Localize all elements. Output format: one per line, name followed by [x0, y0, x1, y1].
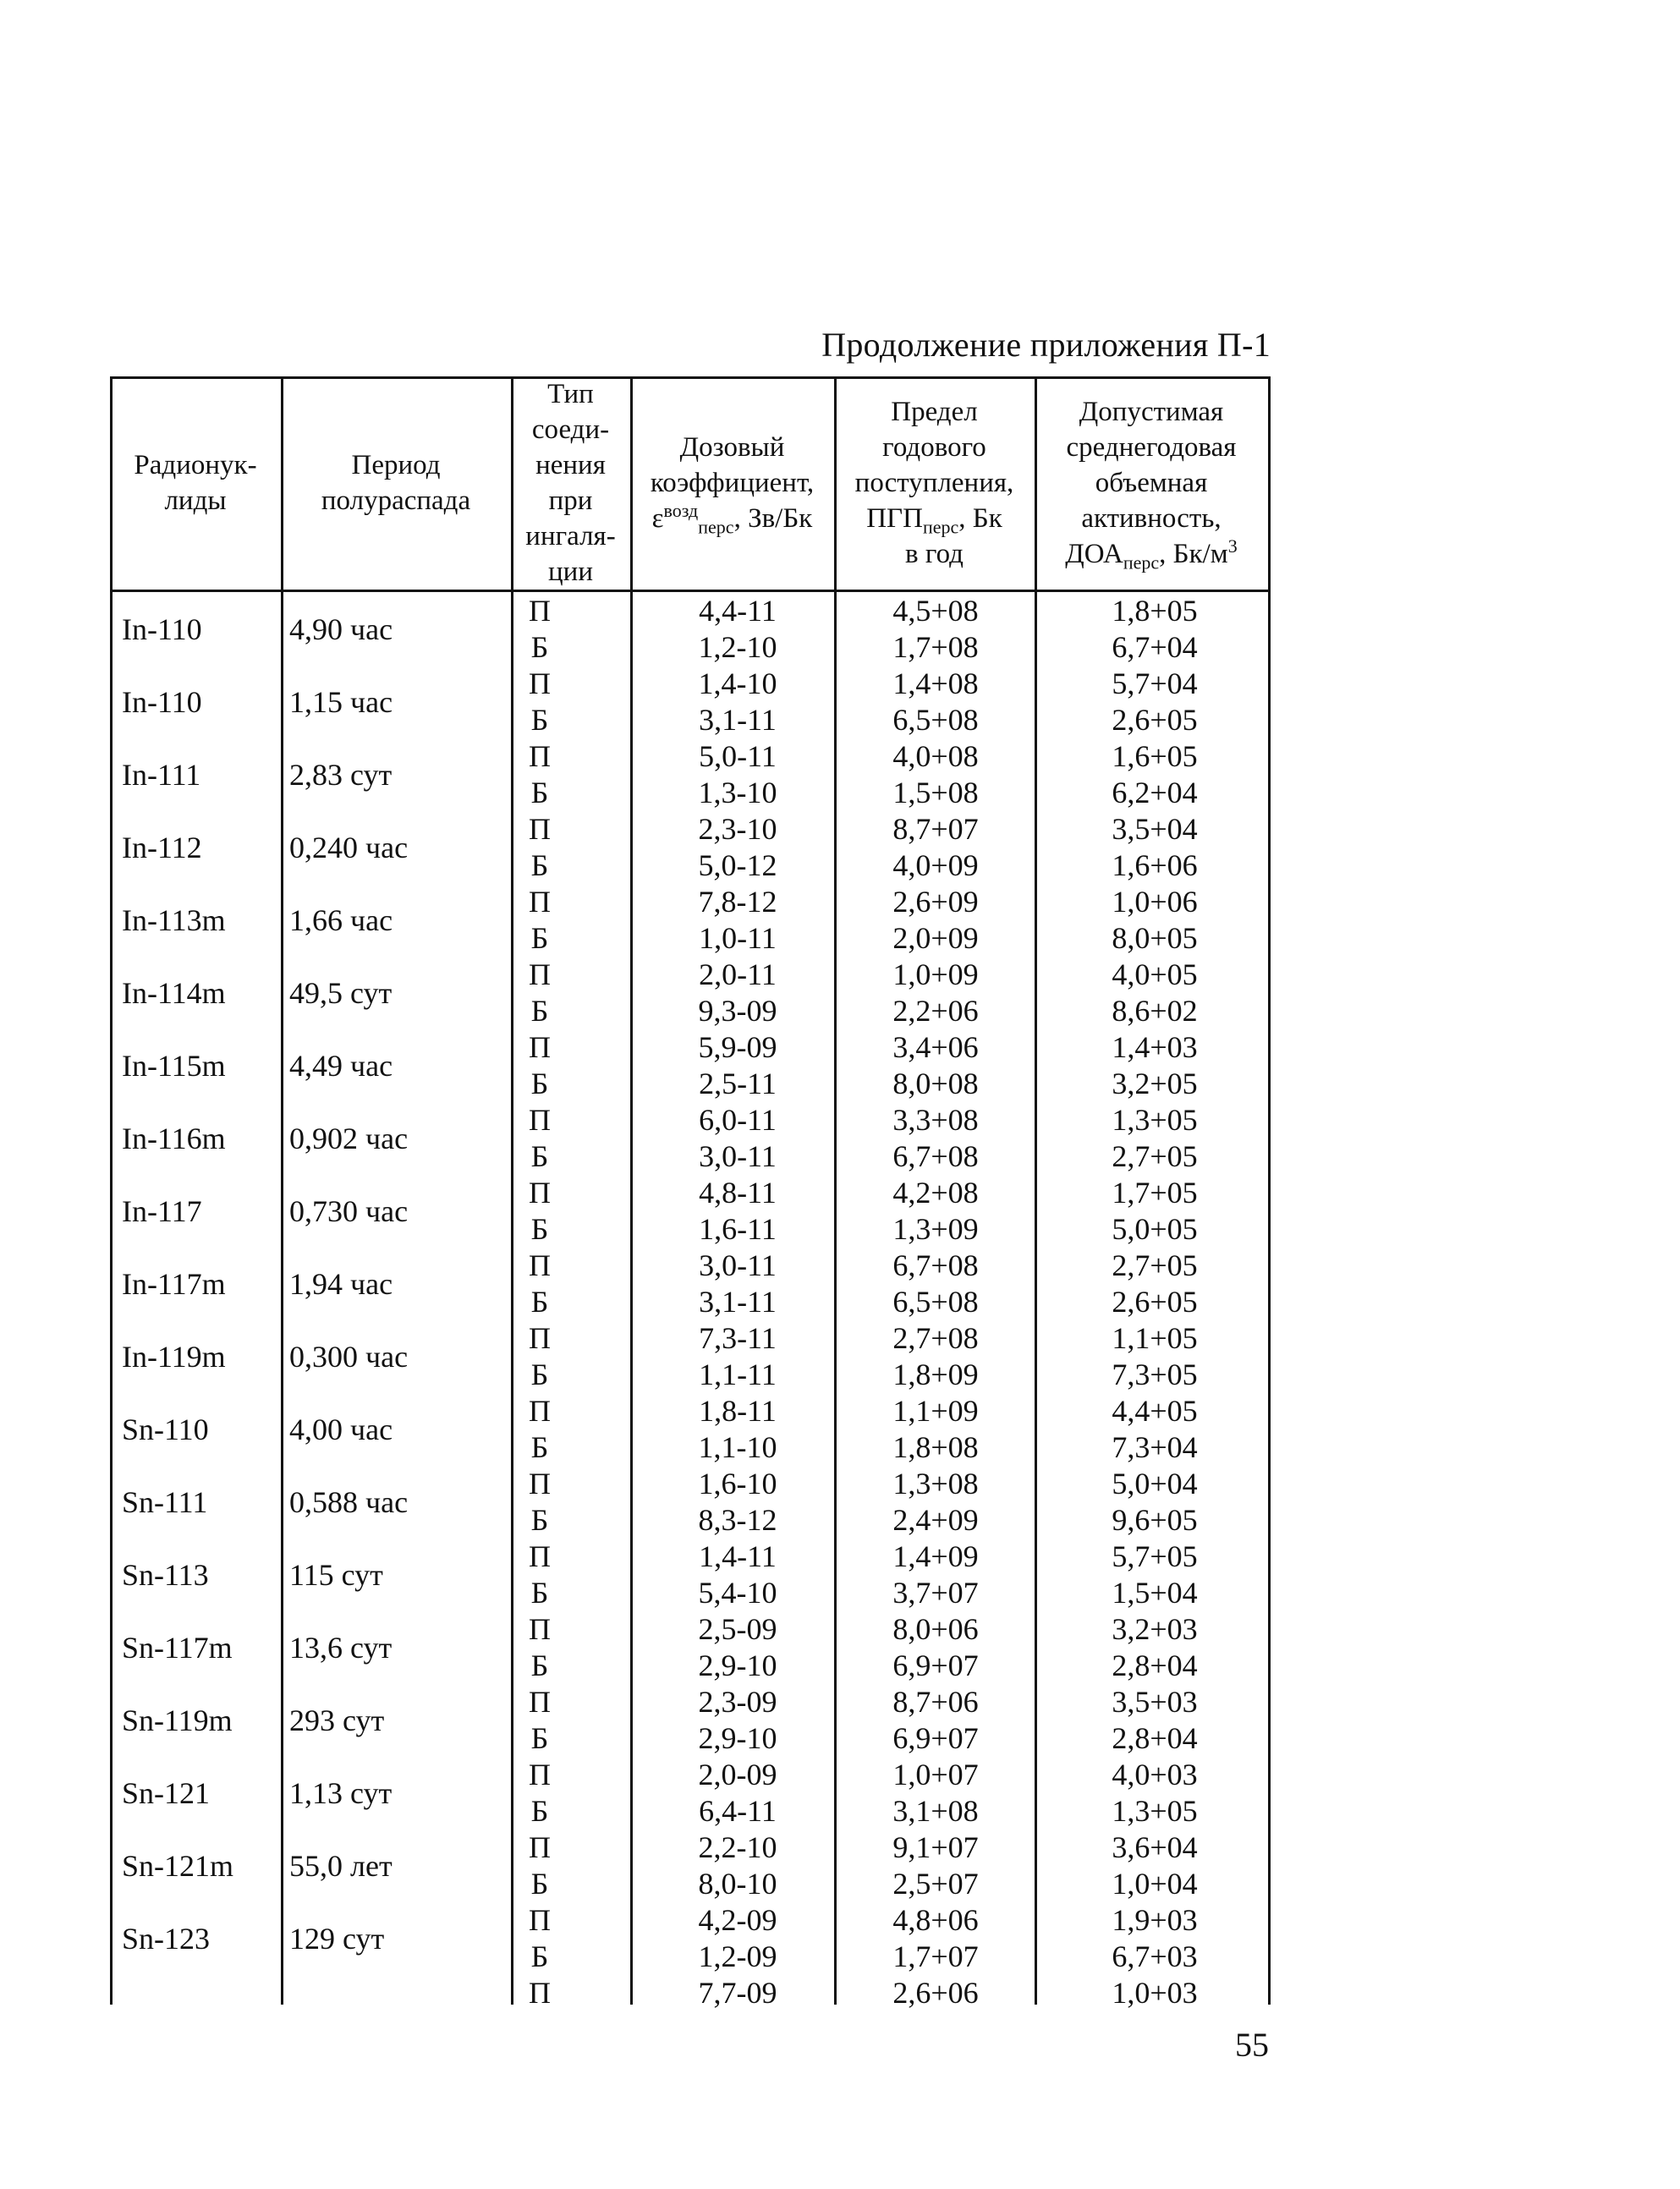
- cell-dose: 3,1-11: [699, 703, 777, 737]
- cell-dose: 1,2-09: [698, 1939, 777, 1973]
- cell-type: Б: [530, 848, 549, 882]
- cell-ppp: 4,5+08: [892, 594, 979, 628]
- cell-doa: 1,9+03: [1112, 1903, 1198, 1937]
- cell-nuclide: In-119m: [122, 1340, 226, 1374]
- table-row: [110, 1720, 1271, 1757]
- table-row: [110, 1502, 1271, 1539]
- table-row: [110, 993, 1271, 1029]
- cell-doa: 4,0+03: [1112, 1758, 1198, 1791]
- table-row: [110, 920, 1271, 957]
- table-row: [110, 1648, 1271, 1684]
- cell-dose: 7,3-11: [699, 1321, 777, 1355]
- header-separator: [110, 590, 1271, 592]
- cell-dose: 6,0-11: [699, 1103, 777, 1137]
- table-row: [110, 1320, 1271, 1374]
- cell-dose: 2,3-09: [698, 1685, 777, 1719]
- cell-doa: 8,0+05: [1112, 921, 1198, 955]
- cell-ppp: 1,4+09: [892, 1539, 979, 1573]
- cell-nuclide: In-114m: [122, 976, 226, 1010]
- cell-period: 115 сут: [289, 1558, 383, 1592]
- cell-type: П: [529, 667, 551, 700]
- table-row: [110, 1248, 1271, 1301]
- table-row: [110, 811, 1271, 864]
- cell-period: 4,49 час: [289, 1049, 393, 1083]
- cell-doa: 1,3+05: [1112, 1794, 1198, 1828]
- cell-doa: 3,6+04: [1112, 1830, 1198, 1864]
- cell-type: П: [529, 1903, 551, 1937]
- cell-doa: 2,8+04: [1112, 1649, 1198, 1682]
- cell-type: Б: [530, 1794, 549, 1828]
- cell-type: Б: [530, 1503, 549, 1537]
- page-number: 55: [1235, 2026, 1269, 2064]
- cell-doa: 2,7+05: [1112, 1139, 1198, 1173]
- cell-nuclide: Sn-121m: [122, 1849, 234, 1883]
- cell-dose: 1,0-11: [699, 921, 777, 955]
- table-row: [110, 1611, 1271, 1665]
- cell-ppp: 6,9+07: [892, 1721, 979, 1755]
- cell-ppp: 1,4+08: [892, 667, 979, 700]
- cell-dose: 1,1-10: [698, 1430, 777, 1464]
- header-dose-symbol: $\varepsilon^{возд}_{перс}$, Зв/Бк: [651, 500, 813, 538]
- table-row: [110, 1466, 1271, 1519]
- cell-period: 13,6 сут: [289, 1631, 393, 1665]
- cell-dose: 2,9-10: [698, 1721, 777, 1755]
- cell-type: П: [529, 1612, 551, 1646]
- cell-doa: 3,5+03: [1112, 1685, 1198, 1719]
- cell-type: П: [529, 1248, 551, 1282]
- cell-type: П: [529, 1103, 551, 1137]
- cell-type: Б: [530, 703, 549, 737]
- header-type-text: Тип соеди- нения при ингаля- ции: [525, 379, 616, 587]
- cell-dose: 1,3-10: [698, 776, 777, 809]
- table-row: [110, 775, 1271, 811]
- cell-doa: 5,7+05: [1112, 1539, 1198, 1573]
- cell-type: Б: [530, 630, 549, 664]
- cell-type: Б: [530, 1358, 549, 1391]
- table-row: [110, 1066, 1271, 1102]
- cell-ppp: 2,7+08: [892, 1321, 979, 1355]
- cell-period: 0,240 час: [289, 831, 409, 864]
- cell-type: П: [529, 1321, 551, 1355]
- cell-dose: 5,4-10: [698, 1576, 777, 1610]
- cell-dose: 1,2-10: [698, 630, 777, 664]
- cell-nuclide: In-113m: [122, 903, 226, 937]
- cell-dose: 8,0-10: [698, 1867, 777, 1901]
- header-period-text: Период полураспада: [321, 450, 471, 516]
- cell-doa: 1,6+05: [1112, 739, 1198, 773]
- cell-dose: 1,4-11: [699, 1539, 777, 1573]
- cell-type: Б: [530, 921, 549, 955]
- cell-ppp: 2,5+07: [892, 1867, 979, 1901]
- cell-type: Б: [530, 994, 549, 1028]
- cell-doa: 1,0+03: [1112, 1976, 1198, 2010]
- cell-ppp: 6,9+07: [892, 1649, 979, 1682]
- cell-ppp: 8,7+07: [892, 812, 979, 846]
- cell-doa: 5,7+04: [1112, 667, 1198, 700]
- cell-ppp: 4,2+08: [892, 1176, 979, 1210]
- cell-type: Б: [530, 776, 549, 809]
- header-doa-text: Допустимая среднегодовая объемная активность,: [1066, 397, 1237, 534]
- cell-period: 0,300 час: [289, 1340, 409, 1374]
- cell-ppp: 2,2+06: [892, 994, 979, 1028]
- cell-dose: 1,6-11: [699, 1212, 777, 1246]
- cell-dose: 1,4-10: [698, 667, 777, 700]
- header-ppp-symbol: $ПГП_{перс}$, Бк: [866, 503, 1002, 538]
- cell-type: П: [529, 1030, 551, 1064]
- table-row: [110, 1102, 1271, 1155]
- table-row: [110, 1975, 1271, 2011]
- cell-doa: 3,2+03: [1112, 1612, 1198, 1646]
- cell-ppp: 3,7+07: [892, 1576, 979, 1610]
- table-row: [110, 1866, 1271, 1902]
- cell-doa: 4,4+05: [1112, 1394, 1198, 1428]
- header-period: [281, 376, 511, 590]
- cell-dose: 2,3-10: [698, 812, 777, 846]
- table-row: [110, 1211, 1271, 1248]
- header-nuclide: [110, 376, 281, 590]
- cell-period: 1,66 час: [289, 903, 393, 937]
- table-row: [110, 1939, 1271, 1975]
- cell-ppp: 2,4+09: [892, 1503, 979, 1537]
- table-row: [110, 1029, 1271, 1083]
- cell-dose: 7,7-09: [698, 1976, 777, 2010]
- table-row: [110, 702, 1271, 738]
- cell-type: Б: [530, 1067, 549, 1100]
- cell-doa: 5,0+05: [1112, 1212, 1198, 1246]
- cell-type: Б: [530, 1430, 549, 1464]
- cell-doa: 1,5+04: [1112, 1576, 1198, 1610]
- cell-nuclide: In-117m: [122, 1267, 226, 1301]
- cell-ppp: 1,1+09: [892, 1394, 979, 1428]
- cell-dose: 8,3-12: [698, 1503, 777, 1537]
- table-row: [110, 1575, 1271, 1611]
- cell-ppp: 2,6+06: [892, 1976, 979, 2010]
- cell-dose: 2,9-10: [698, 1649, 777, 1682]
- cell-ppp: 6,5+08: [892, 1285, 979, 1319]
- cell-type: П: [529, 1539, 551, 1573]
- cell-type: П: [529, 957, 551, 991]
- cell-type: Б: [530, 1576, 549, 1610]
- cell-nuclide: Sn-119m: [122, 1703, 233, 1737]
- table-row: [110, 1757, 1271, 1810]
- cell-type: Б: [530, 1139, 549, 1173]
- header-dose-text: Дозовый коэффициент,: [650, 432, 815, 498]
- cell-dose: 2,5-11: [699, 1067, 777, 1100]
- cell-dose: 3,0-11: [699, 1248, 777, 1282]
- cell-ppp: 3,1+08: [892, 1794, 979, 1828]
- cell-dose: 4,8-11: [699, 1176, 777, 1210]
- cell-ppp: 3,4+06: [892, 1030, 979, 1064]
- cell-type: П: [529, 812, 551, 846]
- cell-nuclide: Sn-110: [122, 1413, 209, 1446]
- cell-ppp: 6,7+08: [892, 1248, 979, 1282]
- cell-type: Б: [530, 1939, 549, 1973]
- cell-period: 1,13 сут: [289, 1776, 393, 1810]
- table-row: [110, 1684, 1271, 1737]
- radionuclide-table: [110, 376, 1271, 2010]
- cell-doa: 1,3+05: [1112, 1103, 1198, 1137]
- cell-ppp: 1,3+09: [892, 1212, 979, 1246]
- cell-dose: 4,4-11: [699, 594, 777, 628]
- cell-ppp: 9,1+07: [892, 1830, 979, 1864]
- header-type: [511, 376, 630, 590]
- cell-doa: 1,7+05: [1112, 1176, 1198, 1210]
- table-row: [110, 1539, 1271, 1592]
- cell-doa: 1,0+04: [1112, 1867, 1198, 1901]
- header-nuclide-text: Радионук- лиды: [134, 450, 257, 516]
- cell-type: П: [529, 739, 551, 773]
- cell-nuclide: Sn-111: [122, 1485, 208, 1519]
- cell-dose: 2,0-09: [698, 1758, 777, 1791]
- cell-doa: 2,7+05: [1112, 1248, 1198, 1282]
- cell-nuclide: In-115m: [122, 1049, 226, 1083]
- table-caption: Продолжение приложения П-1: [821, 326, 1271, 364]
- cell-doa: 1,8+05: [1112, 594, 1198, 628]
- cell-dose: 4,2-09: [698, 1903, 777, 1937]
- cell-dose: 3,1-11: [699, 1285, 777, 1319]
- cell-period: 0,588 час: [289, 1485, 409, 1519]
- cell-dose: 2,5-09: [698, 1612, 777, 1646]
- cell-type: Б: [530, 1649, 549, 1682]
- cell-doa: 7,3+05: [1112, 1358, 1198, 1391]
- cell-nuclide: Sn-113: [122, 1558, 209, 1592]
- cell-period: 4,00 час: [289, 1413, 393, 1446]
- cell-doa: 4,0+05: [1112, 957, 1198, 991]
- cell-doa: 7,3+04: [1112, 1430, 1198, 1464]
- cell-ppp: 1,5+08: [892, 776, 979, 809]
- cell-dose: 3,0-11: [699, 1139, 777, 1173]
- cell-type: П: [529, 1394, 551, 1428]
- cell-period: 2,83 сут: [289, 758, 393, 792]
- cell-nuclide: In-116m: [122, 1122, 226, 1155]
- cell-dose: 1,8-11: [699, 1394, 777, 1428]
- cell-doa: 2,6+05: [1112, 1285, 1198, 1319]
- cell-ppp: 2,0+09: [892, 921, 979, 955]
- cell-nuclide: Sn-117m: [122, 1631, 233, 1665]
- cell-ppp: 1,8+08: [892, 1430, 979, 1464]
- cell-doa: 2,8+04: [1112, 1721, 1198, 1755]
- cell-doa: 3,5+04: [1112, 812, 1198, 846]
- cell-ppp: 1,8+09: [892, 1358, 979, 1391]
- table-row: [110, 884, 1271, 937]
- cell-type: П: [529, 1758, 551, 1791]
- cell-period: 55,0 лет: [289, 1849, 393, 1883]
- cell-dose: 6,4-11: [699, 1794, 777, 1828]
- cell-dose: 5,0-12: [698, 848, 777, 882]
- cell-period: 0,730 час: [289, 1194, 409, 1228]
- cell-dose: 1,6-10: [698, 1467, 777, 1500]
- cell-doa: 9,6+05: [1112, 1503, 1198, 1537]
- table-row: [110, 1793, 1271, 1830]
- cell-nuclide: In-110: [122, 612, 202, 646]
- cell-dose: 7,8-12: [698, 885, 777, 919]
- cell-doa: 3,2+05: [1112, 1067, 1198, 1100]
- table-row: [110, 629, 1271, 666]
- cell-type: Б: [530, 1285, 549, 1319]
- cell-doa: 8,6+02: [1112, 994, 1198, 1028]
- cell-ppp: 4,8+06: [892, 1903, 979, 1937]
- cell-dose: 5,0-11: [699, 739, 777, 773]
- cell-ppp: 8,7+06: [892, 1685, 979, 1719]
- header-ppp: [834, 376, 1035, 590]
- cell-ppp: 1,7+07: [892, 1939, 979, 1973]
- cell-period: 293 сут: [289, 1703, 385, 1737]
- cell-type: П: [529, 1176, 551, 1210]
- table-row: [110, 1429, 1271, 1466]
- cell-ppp: 8,0+08: [892, 1067, 979, 1100]
- cell-ppp: 4,0+09: [892, 848, 979, 882]
- cell-period: 4,90 час: [289, 612, 393, 646]
- cell-doa: 6,7+03: [1112, 1939, 1198, 1973]
- table-row: [110, 1284, 1271, 1320]
- cell-ppp: 4,0+08: [892, 739, 979, 773]
- cell-type: П: [529, 1830, 551, 1864]
- cell-type: Б: [530, 1721, 549, 1755]
- header-doa-symbol: $ДОА_{перс}$, $Бк/м^3$: [1065, 535, 1238, 573]
- header-doa: [1035, 376, 1268, 590]
- table-row: [110, 957, 1271, 1010]
- cell-type: П: [529, 1685, 551, 1719]
- cell-period: 129 сут: [289, 1922, 385, 1956]
- table-row: [110, 848, 1271, 884]
- table-row: [110, 666, 1271, 719]
- cell-dose: 2,0-11: [699, 957, 777, 991]
- cell-ppp: 6,5+08: [892, 703, 979, 737]
- cell-period: 49,5 сут: [289, 976, 393, 1010]
- cell-doa: 6,2+04: [1112, 776, 1198, 809]
- cell-type: П: [529, 594, 551, 628]
- header-ppp-text: Предел годового поступления,: [854, 397, 1014, 498]
- cell-dose: 2,2-10: [698, 1830, 777, 1864]
- cell-nuclide: In-117: [122, 1194, 202, 1228]
- cell-ppp: 1,7+08: [892, 630, 979, 664]
- header-dose: [630, 376, 834, 590]
- cell-doa: 1,1+05: [1112, 1321, 1198, 1355]
- cell-doa: 1,4+03: [1112, 1030, 1198, 1064]
- table-row: [110, 1393, 1271, 1446]
- cell-ppp: 3,3+08: [892, 1103, 979, 1137]
- table-row: [110, 1138, 1271, 1175]
- cell-doa: 5,0+04: [1112, 1467, 1198, 1500]
- cell-dose: 1,1-11: [699, 1358, 777, 1391]
- header-ppp-tail: в год: [905, 539, 964, 569]
- cell-doa: 1,0+06: [1112, 885, 1198, 919]
- cell-period: 1,94 час: [289, 1267, 393, 1301]
- cell-type: Б: [530, 1212, 549, 1246]
- cell-doa: 2,6+05: [1112, 703, 1198, 737]
- table-row: [110, 1357, 1271, 1393]
- cell-type: П: [529, 1467, 551, 1500]
- cell-doa: 6,7+04: [1112, 630, 1198, 664]
- table-row: [110, 738, 1271, 792]
- cell-ppp: 2,6+09: [892, 885, 979, 919]
- cell-type: П: [529, 885, 551, 919]
- table-row: [110, 1175, 1271, 1228]
- table-row: [110, 593, 1271, 646]
- cell-dose: 9,3-09: [698, 994, 777, 1028]
- cell-ppp: 8,0+06: [892, 1612, 979, 1646]
- cell-nuclide: In-110: [122, 685, 202, 719]
- cell-period: 0,902 час: [289, 1122, 409, 1155]
- cell-ppp: 1,0+09: [892, 957, 979, 991]
- cell-nuclide: Sn-121: [122, 1776, 211, 1810]
- cell-ppp: 6,7+08: [892, 1139, 979, 1173]
- cell-ppp: 1,3+08: [892, 1467, 979, 1500]
- cell-nuclide: In-112: [122, 831, 202, 864]
- table-row: [110, 1830, 1271, 1883]
- cell-doa: 1,6+06: [1112, 848, 1198, 882]
- cell-ppp: 1,0+07: [892, 1758, 979, 1791]
- cell-type: Б: [530, 1867, 549, 1901]
- cell-period: 1,15 час: [289, 685, 393, 719]
- cell-nuclide: Sn-123: [122, 1922, 211, 1956]
- cell-type: П: [529, 1976, 551, 2010]
- cell-nuclide: In-111: [122, 758, 201, 792]
- cell-dose: 5,9-09: [698, 1030, 777, 1064]
